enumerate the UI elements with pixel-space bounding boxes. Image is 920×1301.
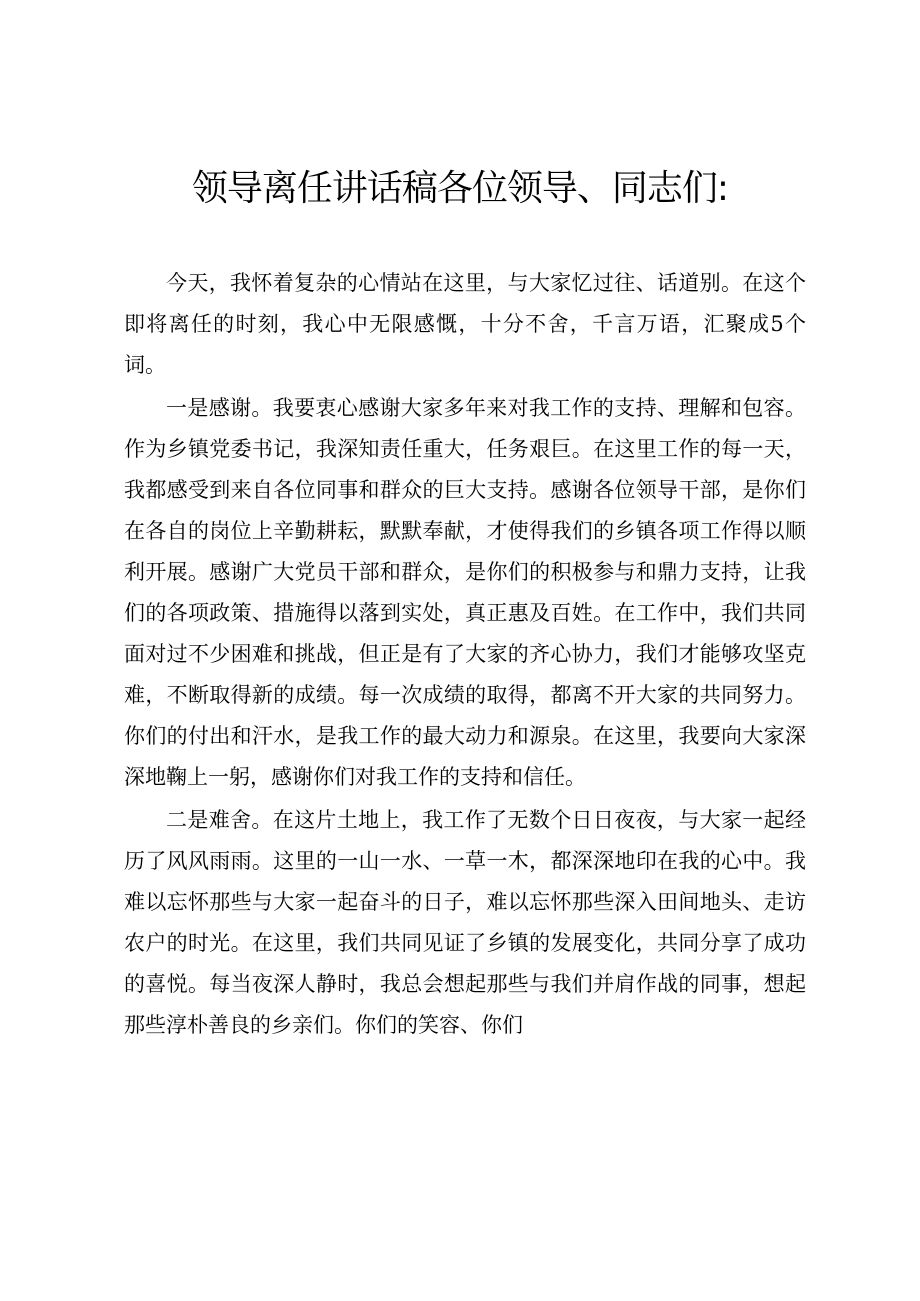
paragraph-reluctance: 二是难舍。在这片土地上，我工作了无数个日日夜夜，与大家一起经历了风风雨雨。这里的一山一水、一草一木，都深深地印在我的心中。我难以忘怀那些与大家一起奋斗的日子，难以忘怀那些深入田间地头、走访农户的时光。在这里，我们共同见证了乡镇的发展变化，共同分享了成功的喜悦。每当夜深人静时，我总会想起那些与我们并肩作战的同事，想起那些淳朴善良的乡亲们。你们的笑容、你们: [124, 808, 806, 1037]
document-title: 领导离任讲话稿各位领导、同志们:: [191, 168, 729, 209]
document-body: [124, 263, 806, 1048]
paragraph-intro: 今天，我怀着复杂的心情站在这里，与大家忆过往、话道别。在这个即将离任的时刻，我心中无限感慨，十分不舍，千言万语，汇聚成5个词。: [124, 271, 806, 377]
paragraph-gratitude: 一是感谢。我要衷心感谢大家多年来对我工作的支持、理解和包容。作为乡镇党委书记，我深知责任重大，任务艰巨。在这里工作的每一天，我都感受到来自各位同事和群众的巨大支持。感谢各位领导干部，是你们在各自的岗位上辛勤耕耘，默默奉献，才使得我们的乡镇各项工作得以顺利开展。感谢广大党员干部和群众，是你们的积极参与和鼎力支持，让我们的各项政策、措施得以落到实处，真正惠及百姓。在工作中，我们共同面对过不少困难和挑战，但正是有了大家的齐心协力，我们才能够攻坚克难，不断取得新的成绩。每一次成绩的取得，都离不开大家的共同努力。你们的付出和汗水，是我工作的最大动力和源泉。在这里，我要向大家深深地鞠上一躬，感谢你们对我工作的支持和信任。: [124, 396, 806, 789]
